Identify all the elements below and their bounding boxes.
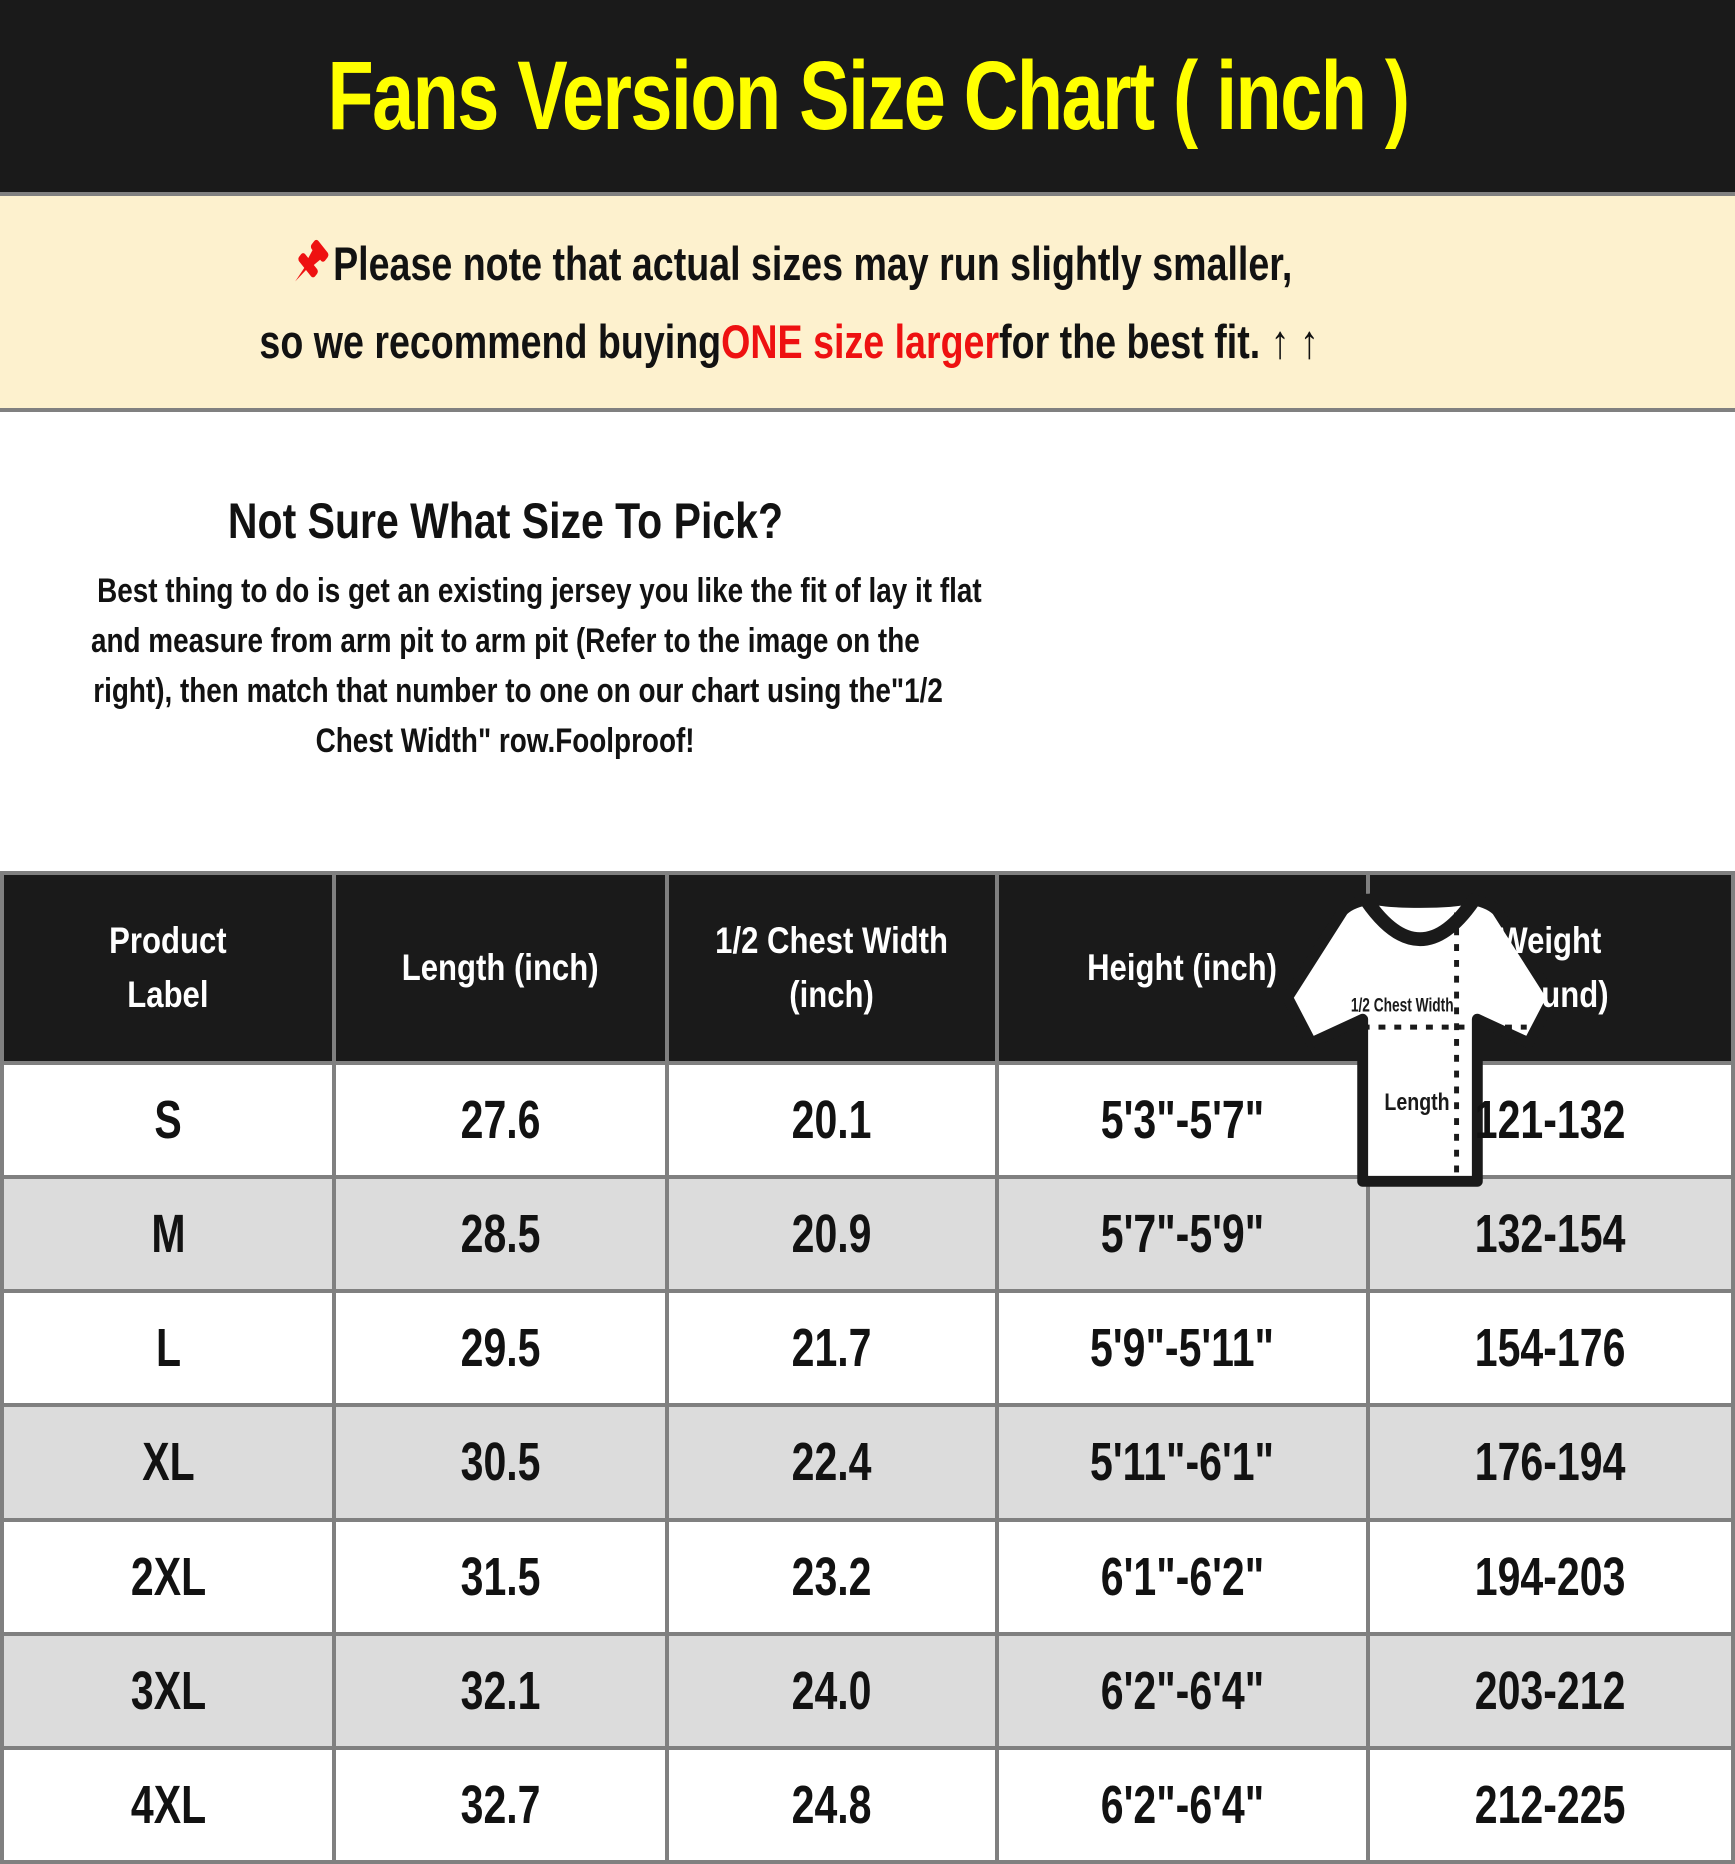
table-row-3xl [2,1634,1733,1748]
table-row-xl [2,1405,1733,1519]
cell-height: 6'2"-6'4" [997,1748,1367,1862]
note-line-2 [260,314,1319,369]
column-header-height: Height (inch) [997,873,1367,1063]
cell-length: 28.5 [334,1177,666,1291]
cell-weight: 132-154 [1368,1177,1733,1291]
cell-label: 2XL [2,1520,334,1634]
cell-length: 32.7 [334,1748,666,1862]
chest-width-label: 1/2 Chest Width [1350,994,1454,1017]
guide-heading: Not Sure What Size To Pick? [227,493,783,549]
guide-line: Best thing to do is get an existing jersey you like the fit of lay it flat [97,572,982,610]
cell-weight: 194-203 [1368,1520,1733,1634]
cell-chest: 23.2 [667,1520,998,1634]
cell-height: 6'2"-6'4" [997,1634,1367,1748]
note-content [127,236,1451,369]
guide-line: and measure from arm pit to arm pit (Refer to the image on the [90,622,920,660]
note-text-2-highlight: ONE size larger [721,314,1000,368]
cell-weight: 121-132 [1368,1063,1733,1177]
cell-length: 30.5 [334,1405,666,1519]
table-row-4xl [2,1748,1733,1862]
cell-chest: 24.0 [667,1634,998,1748]
cell-label: XL [2,1405,334,1519]
note-text-2-suffix: for the best fit. ↑ ↑ [999,314,1320,368]
cell-chest: 22.4 [667,1405,998,1519]
note-text-1: Please note that actual sizes may run slightly smaller, [333,237,1293,290]
guide-line: Chest Width" row.Foolproof! [315,722,695,760]
guide-paragraph [0,566,1010,766]
cell-chest: 20.9 [667,1177,998,1291]
guide-line: right), then match that number to one on our chart using the"1/2 [93,672,943,710]
cell-weight: 176-194 [1368,1405,1733,1519]
column-header-length: Length (inch) [334,873,666,1063]
cell-height: 5'11"-6'1" [997,1405,1367,1519]
table-row-l [2,1291,1733,1405]
cell-length: 32.1 [334,1634,666,1748]
note-text-2-prefix: so we recommend buying [259,314,722,368]
cell-label: L [2,1291,334,1405]
table-row-2xl [2,1520,1733,1634]
column-header-product-label: Product Label [2,873,334,1063]
column-header-weight: Weight (Pound) [1368,873,1733,1063]
cell-chest: 24.8 [667,1748,998,1862]
cell-length: 31.5 [334,1520,666,1634]
cell-weight: 203-212 [1368,1634,1733,1748]
sizing-guide-text [0,412,1010,766]
cell-height: 5'9"-5'11" [997,1291,1367,1405]
pushpin-icon [287,236,332,292]
cell-length: 27.6 [334,1063,666,1177]
cell-height: 5'3"-5'7" [997,1063,1367,1177]
note-line-1 [287,236,1293,292]
cell-weight: 212-225 [1368,1748,1733,1862]
length-label: Length [1384,1090,1450,1117]
cell-height: 6'1"-6'2" [997,1520,1367,1634]
cell-chest: 20.1 [667,1063,998,1177]
page-title: Fans Version Size Chart ( inch ) [326,41,1409,150]
banner [0,0,1735,192]
cell-chest: 21.7 [667,1291,998,1405]
cell-height: 5'7"-5'9" [997,1177,1367,1291]
cell-length: 29.5 [334,1291,666,1405]
column-header-chest-width: 1/2 Chest Width (inch) [667,873,998,1063]
cell-label: S [2,1063,334,1177]
note-strip [0,196,1735,408]
cell-label: M [2,1177,334,1291]
cell-label: 4XL [2,1748,334,1862]
cell-weight: 154-176 [1368,1291,1733,1405]
cell-label: 3XL [2,1634,334,1748]
